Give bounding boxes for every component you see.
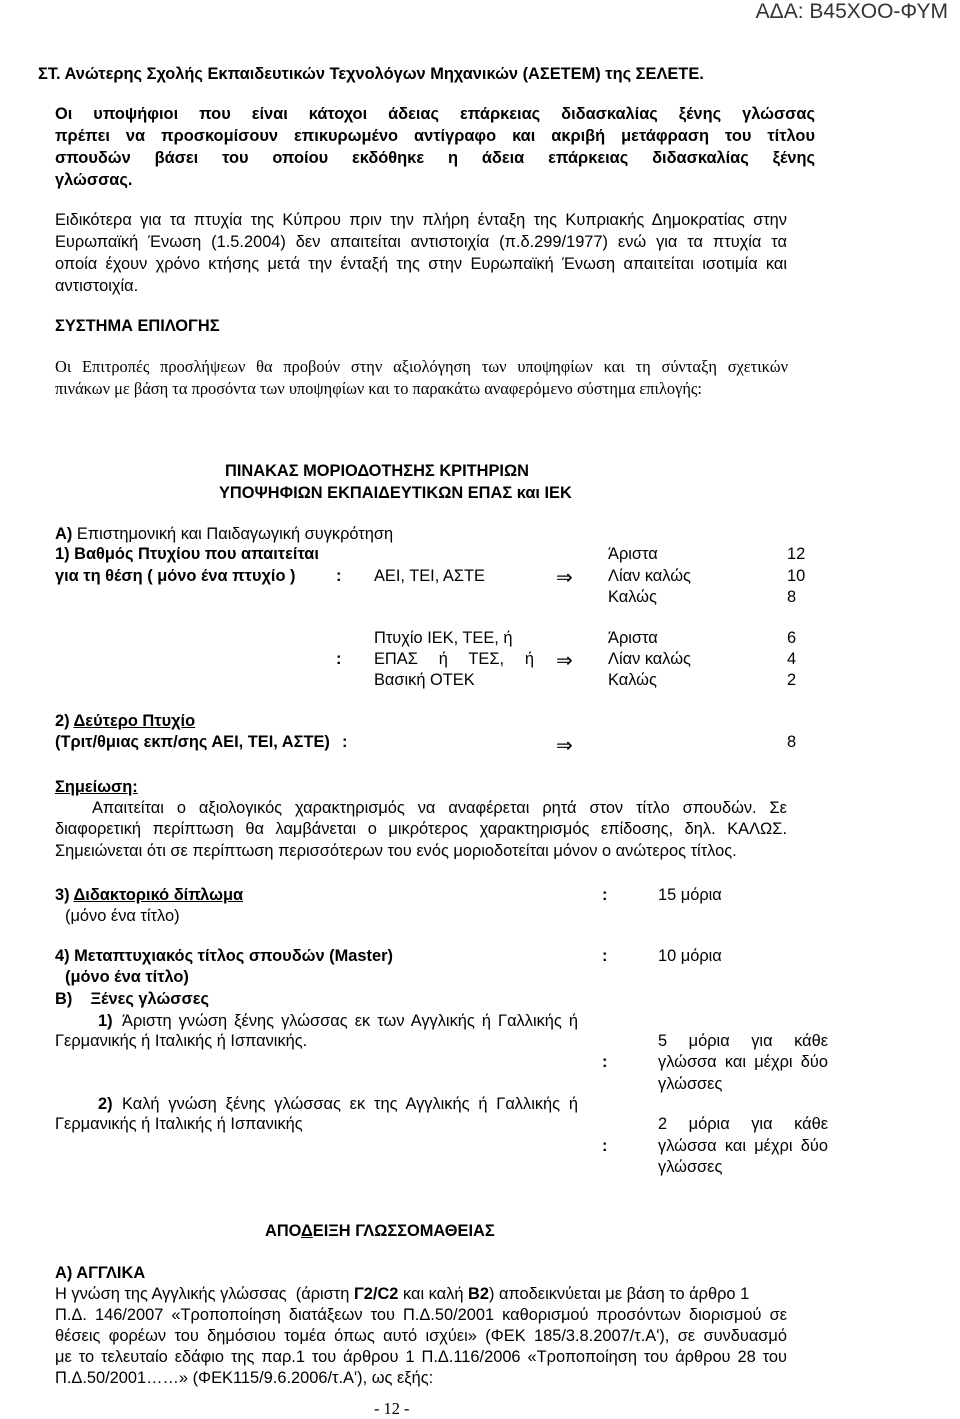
doctorate-word: Διδακτορικό δίπλωμα <box>73 886 244 904</box>
lang1-number: 1) <box>98 1012 113 1030</box>
paragraph-line: γλώσσας. <box>55 171 133 189</box>
level-c2: Γ2/C2 <box>353 1285 399 1303</box>
paragraph-line: οποία έχουν χρόνο κτήσης μετά την ένταξή της στην Ευρωπαϊκή Ένωση απαιτείται ισοτιμία και <box>55 255 787 273</box>
paragraph-line: αντιστοιχία. <box>55 277 139 295</box>
section-st-title: ΣΤ. Ανώτερης Σχολής Εκπαιδευτικών Τεχνολόγων Μηχανικών (ΑΣΕΤΕΜ) της ΣΕΛΕΤΕ. <box>38 65 704 83</box>
grade-label: Λίαν καλώς <box>608 567 691 585</box>
arrow-right-icon: ⇒ <box>556 567 573 589</box>
second-degree-number: 2) <box>55 712 70 730</box>
grade-points: 10 <box>787 567 806 585</box>
section-a-text: Επιστημονική και Παιδαγωγική συγκρότηση <box>76 525 394 543</box>
second-degree-word: Δεύτερο Πτυχίο <box>73 712 196 730</box>
master-points: 10 μόρια <box>658 947 722 965</box>
degree-type-line: Πτυχίο ΙΕΚ, ΤΕΕ, ή <box>374 629 513 647</box>
grade-label: Άριστα <box>608 629 658 647</box>
ada-code: ΑΔΑ: Β45ΧΟΟ-ΦΥΜ <box>755 0 948 23</box>
grade-points: 4 <box>787 650 797 668</box>
selection-heading: ΣΥΣΤΗΜΑ ΕΠΙΛΟΓΗΣ <box>55 317 220 335</box>
heading-part: ΑΠΟ <box>265 1222 301 1240</box>
lang1-line: Γερμανικής ή Ιταλικής ή Ισπανικής. <box>55 1032 308 1050</box>
second-degree-label <box>55 712 195 731</box>
text-run: Η γνώση της Αγγλικής γλώσσας (άριστη <box>55 1285 354 1303</box>
note-line: Απαιτείται ο αξιολογικός χαρακτηρισμός να αναφέρεται ρητά στον τίτλο σπουδών. Σε <box>92 799 787 817</box>
colon: : <box>336 650 342 668</box>
note-line: διαφορετική περίπτωση θα λαμβάνεται ο μικρότερος χαρακτηρισμός επίδοσης, δηλ. ΚΑΛΩΣ. <box>55 820 787 838</box>
note-line: Σημειώνεται ότι σε περίπτωση περισσότερων του ενός μοριοδοτείται μόνον ο ανώτερος τίτλος. <box>55 842 737 860</box>
section-b-label: Β) Ξένες γλώσσες <box>55 990 210 1008</box>
heading-part-underlined: Δ <box>300 1222 313 1240</box>
colon: : <box>602 886 608 904</box>
colon: : <box>602 1137 608 1155</box>
selection-paragraph-line: πινάκων με βάση τα προσόντα των υποψηφίων και το παρακάτω αναφερόμενο σύστημα επιλογής: <box>55 379 702 398</box>
lang2-points-line: γλώσσα και μέχρι δύο <box>658 1137 828 1155</box>
master-sublabel: (μόνο ένα τίτλο) <box>65 968 189 986</box>
section-a-letter: Α) <box>55 525 73 543</box>
paragraph-line: Οι υποψήφιοι που είναι κάτοχοι άδειας επάρκειας διδασκαλίας ξένης γλώσσας <box>55 105 815 123</box>
doctorate-sublabel: (μόνο ένα τίτλο) <box>65 907 180 925</box>
degree-grade-label: 1) Βαθμός Πτυχίου που απαιτείται <box>55 545 319 563</box>
lang2-line: Γερμανικής ή Ιταλικής ή Ισπανικής <box>55 1115 303 1133</box>
lang2-line: Καλή γνώση ξένης γλώσσας εκ της Αγγλικής ή Γαλλικής ή <box>122 1095 578 1113</box>
colon: : <box>602 947 608 965</box>
master-label: 4) Μεταπτυχιακός τίτλος σπουδών (Master) <box>55 947 393 965</box>
doctorate-label <box>55 886 243 905</box>
lang2-points-line: 2 μόρια για κάθε <box>658 1115 828 1133</box>
english-proof-line <box>55 1285 749 1304</box>
grade-points: 12 <box>787 545 806 563</box>
grade-label: Καλώς <box>608 588 657 606</box>
paragraph-line: Ευρωπαϊκή Ένωση (1.5.2004) δεν απαιτείται αντιστοιχία (π.δ.299/1977) ενώ για τα πτυχία τα <box>55 233 787 251</box>
table-subtitle: ΥΠΟΨΗΦΙΩΝ ΕΚΠΑΙΔΕΥΤΙΚΩΝ ΕΠΑΣ και ΙΕΚ <box>219 484 572 502</box>
arrow-right-icon: ⇒ <box>556 735 573 757</box>
grade-label: Καλώς <box>608 671 657 689</box>
selection-paragraph-line: Οι Επιτροπές προσλήψεων θα προβούν στην αξιολόγηση των υποψηφίων και τη σύνταξη σχετικών <box>55 357 788 376</box>
heading-part: ΕΙΞΗ ΓΛΩΣΣΟΜΑΘΕΙΑΣ <box>312 1222 495 1240</box>
second-degree-sublabel: (Τριτ/θμιας εκπ/σης ΑΕΙ, ΤΕΙ, ΑΣΤΕ) <box>55 733 330 751</box>
degree-grade-sublabel: για τη θέση ( μόνο ένα πτυχίο ) <box>55 567 296 585</box>
lang2-number: 2) <box>98 1095 113 1113</box>
colon: : <box>342 733 348 751</box>
lang1-points-line: γλώσσες <box>658 1075 723 1093</box>
note-label: Σημείωση: <box>55 778 138 796</box>
lang2-points-line: γλώσσες <box>658 1158 723 1176</box>
english-proof-line: θέσεις φορέων του δημόσιου τομέα όπως αυτό ισχύει» (ΦΕΚ 185/3.8.2007/τ.Α'), σε συνδυασμό <box>55 1327 787 1345</box>
doctorate-number: 3) <box>55 886 70 904</box>
paragraph-line: πρέπει να προσκομίσουν επικυρωμένο αντίγραφο και ακριβή μετάφραση του τίτλου <box>55 127 815 145</box>
paragraph-line: σπουδών βάσει του οποίου εκδόθηκε η άδεια επάρκειας διδασκαλίας ξένης <box>55 149 815 167</box>
table-title: ΠΙΝΑΚΑΣ ΜΟΡΙΟΔΟΤΗΣΗΣ ΚΡΙΤΗΡΙΩΝ <box>225 462 529 480</box>
colon: : <box>336 567 342 585</box>
english-proof-line: με το τελευταίο εδάφιο της παρ.1 του άρθρου 1 Π.Δ.116/2006 «Τροποποίηση του άρθρου 28 του <box>55 1348 787 1366</box>
doctorate-points: 15 μόρια <box>658 886 722 904</box>
paragraph-line: Ειδικότερα για τα πτυχία της Κύπρου πριν την πλήρη ένταξη της Κυπριακής Δημοκρατίας στην <box>55 211 787 229</box>
degree-type-line: ΕΠΑΣ ή ΤΕΣ, ή <box>374 650 534 668</box>
text-run: ) αποδεικνύεται με βάση το άρθρο 1 <box>488 1285 750 1303</box>
grade-points: 6 <box>787 629 797 647</box>
page-number: - 12 - <box>374 1399 410 1418</box>
grade-label: Λίαν καλώς <box>608 650 691 668</box>
university-degree-type: ΑΕΙ, ΤΕΙ, ΑΣΤΕ <box>374 567 485 585</box>
lang1-line: Άριστη γνώση ξένης γλώσσας εκ των Αγγλικής ή Γαλλικής ή <box>122 1012 578 1030</box>
level-b2: Β2 <box>468 1285 489 1303</box>
language-proof-heading <box>265 1222 495 1241</box>
colon: : <box>602 1053 608 1071</box>
grade-points: 8 <box>787 588 797 606</box>
lang1-points-line: γλώσσα και μέχρι δύο <box>658 1053 828 1071</box>
text-run: και καλή <box>398 1285 468 1303</box>
section-a-label <box>55 525 393 544</box>
grade-label: Άριστα <box>608 545 658 563</box>
english-proof-line: Π.Δ.50/2001……» (ΦΕΚ115/9.6.2006/τ.Α'), ως εξής: <box>55 1369 434 1387</box>
english-proof-line: Π.Δ. 146/2007 «Τροποποίηση διατάξεων του Π.Δ.50/2001 καθορισμού προσόντων διορισμού σε <box>55 1306 787 1324</box>
arrow-right-icon: ⇒ <box>556 650 573 672</box>
second-degree-points: 8 <box>787 733 797 751</box>
degree-type-line: Βασική ΟΤΕΚ <box>374 671 475 689</box>
lang1-points-line: 5 μόρια για κάθε <box>658 1032 828 1050</box>
grade-points: 2 <box>787 671 797 689</box>
english-heading: Α) ΑΓΓΛΙΚΑ <box>55 1264 146 1282</box>
